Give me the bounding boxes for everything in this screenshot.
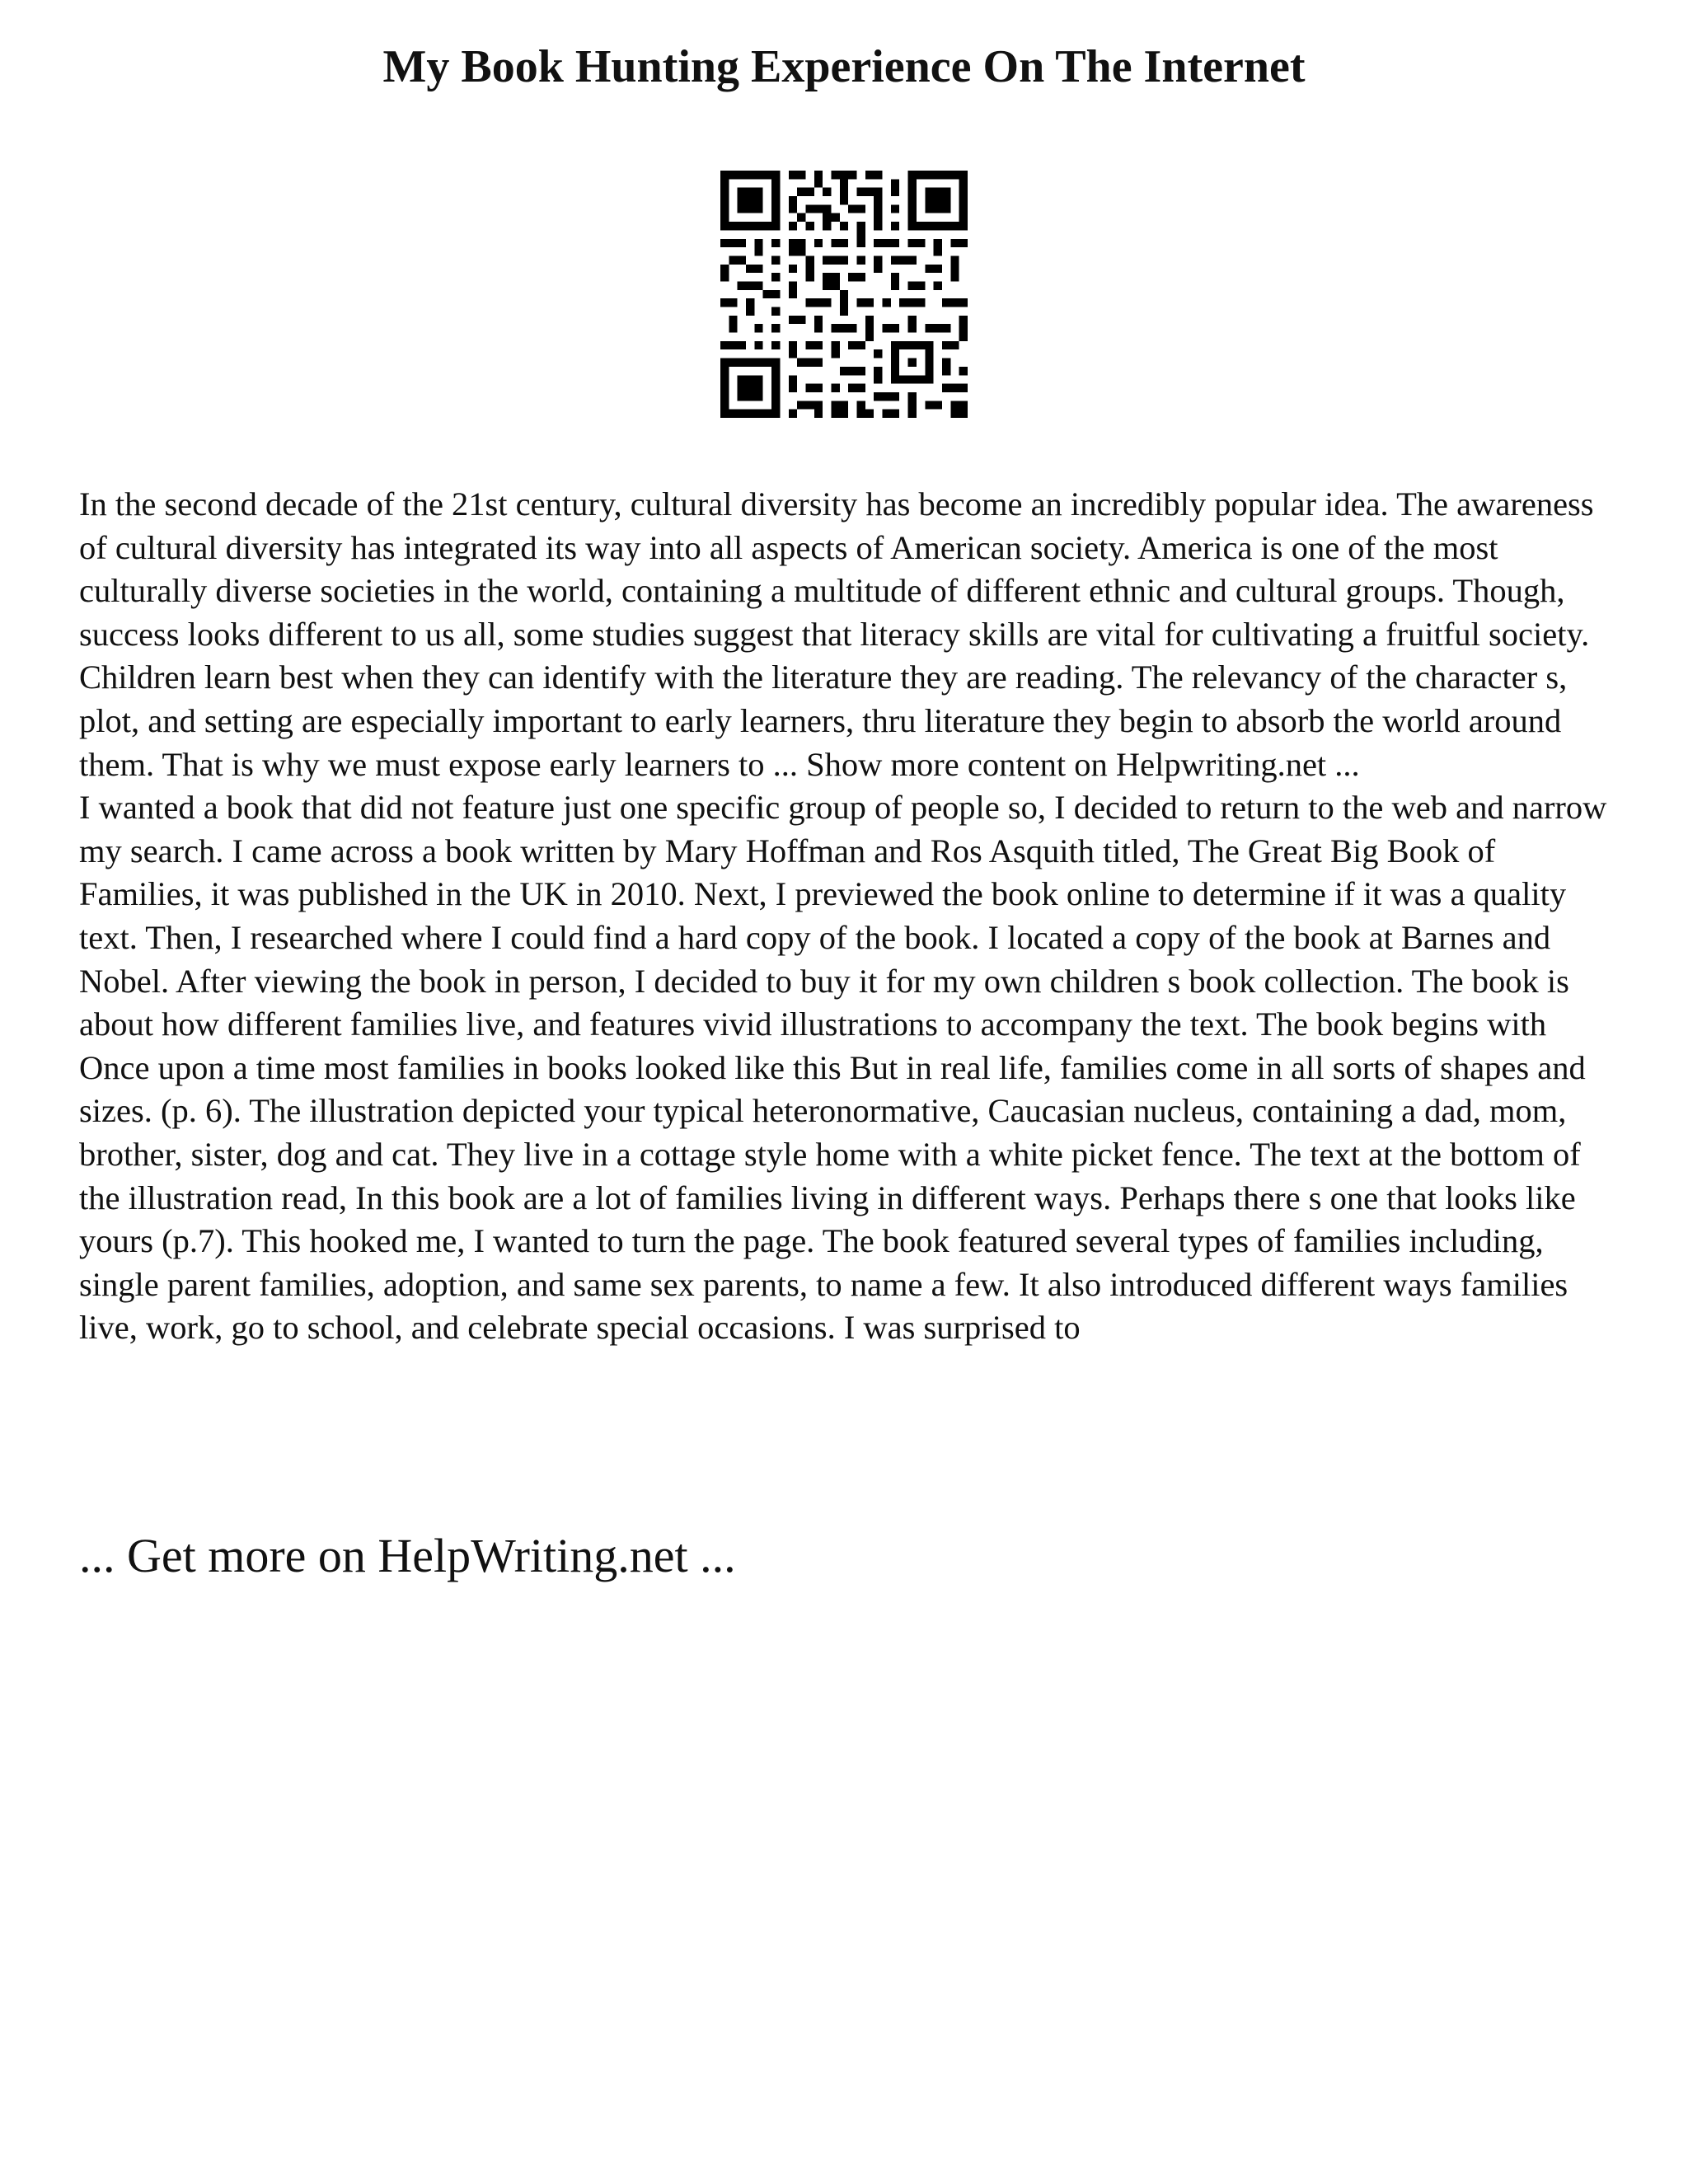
paragraph-1: In the second decade of the 21st century, cultural diversity has become an incredibly popular idea. The awareness of cultural diversity has integrated its way into all aspects of American society. America is one of the most culturally diverse societies in the world, containing a multitude of different ethnic and cultural groups. Though, success looks different to us all, some studies suggest that literacy skills are vital for cultivating a fruitful society. Children learn best when they can identify with the literature they are reading. The relevancy of the character s, plot, and setting are especially important to early learners, thru literature they begin to absorb the world around them. That is why we must expose early learners to ... Show more content on Helpwriting.net ... xyxy=(79,485,1594,783)
get-more-link[interactable]: ... Get more on HelpWriting.net ... xyxy=(79,1529,736,1582)
qr-code-icon xyxy=(720,171,968,418)
page-title: My Book Hunting Experience On The Internet xyxy=(382,41,1306,92)
body-text xyxy=(79,483,1620,1350)
qr-code-graphic xyxy=(720,171,968,418)
paragraph-2: I wanted a book that did not feature just one specific group of people so, I decided to return to the web and narrow my search. I came across a book written by Mary Hoffman and Ros Asquith titled, The Great Big Book of Families, it was published in the UK in 2010. Next, I previewed the book online to determine if it was a quality text. Then, I researched where I could find a hard copy of the book. I located a copy of the book at Barnes and Nobel. After viewing the book in person, I decided to buy it for my own children s book collection. The book is about how different families live, and features vivid illustrations to accompany the text. The book begins with Once upon a time most families in books looked like this But in real life, families come in all sorts of shapes and sizes. (p. 6). The illustration depicted your typical heteronormative, Caucasian nucleus, containing a dad, mom, brother, sister, dog and cat. They live in a cottage style home with a white picket fence. The text at the bottom of the illustration read, In this book are a lot of families living in different ways. Perhaps there s one that looks like yours (p.7). This hooked me, I wanted to turn the page. The book featured several types of families including, single parent families, adoption, and same sex parents, to name a few. It also introduced different ways families live, work, go to school, and celebrate special occasions. I was surprised to xyxy=(79,789,1607,1347)
